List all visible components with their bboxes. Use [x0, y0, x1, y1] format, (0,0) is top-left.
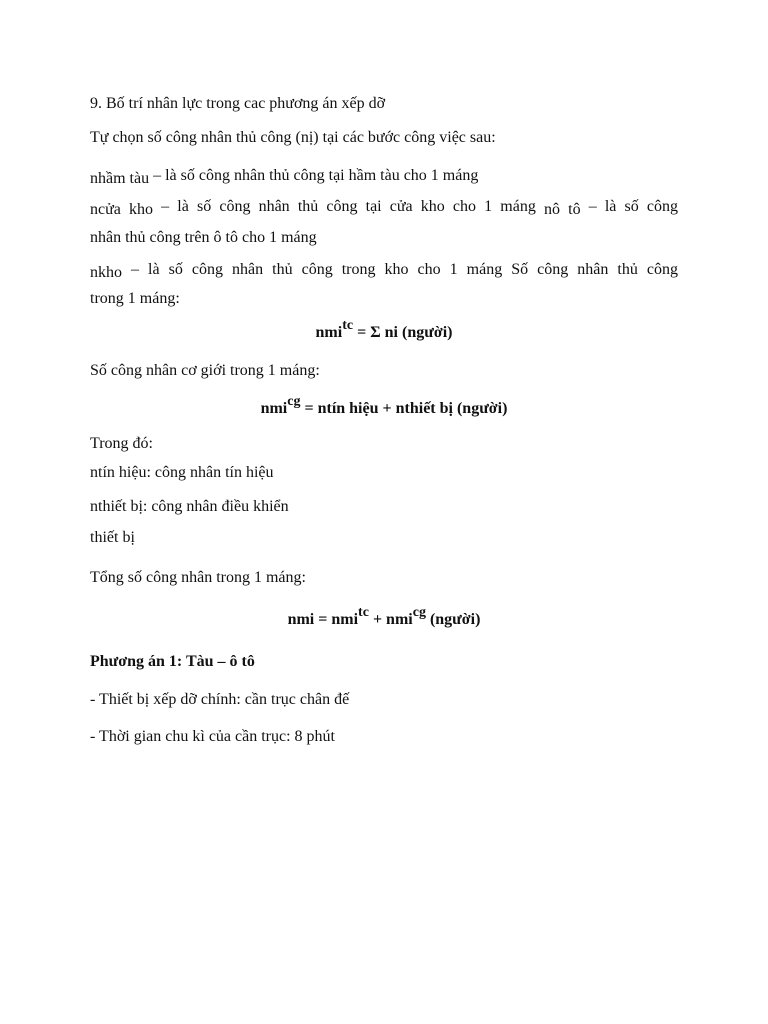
variable-n-ham-tau: nhầm tàu [90, 170, 150, 187]
variable-n-cua-kho: ncửa kho [90, 201, 154, 218]
definition-text: – là số công nhân thủ công trong kho cho 1 máng Số công nhân thủ công [122, 261, 678, 278]
formula-superscript: cg [412, 604, 426, 620]
paragraph-mechanized: Số công nhân cơ giới trong 1 máng: [90, 362, 320, 379]
bullet-cycle-time: - Thời gian chu kì của cần trục: 8 phút [90, 728, 335, 745]
bullet-main-equipment: - Thiết bị xếp dỡ chính: cần trục chân đế [90, 691, 350, 708]
definition-kho [90, 260, 678, 280]
formula-total-workers [0, 604, 768, 630]
formula-manual-workers [0, 317, 768, 343]
plan-heading: Phương án 1: Tàu – ô tô [90, 653, 255, 670]
definition-ham-tau [90, 166, 678, 186]
paragraph-trong-do: Trong đó: [90, 435, 153, 452]
definition-tin-hieu: ntín hiệu: công nhân tín hiệu [90, 464, 274, 481]
definition-thiet-bi: nthiết bị: công nhân điều khiển [90, 498, 289, 515]
formula-rest: = ntín hiệu + nthiết bị (người) [300, 400, 508, 417]
definition-text: – là số công nhân thủ công tại cửa kho cho 1 máng [153, 198, 536, 215]
formula-mechanized-workers [0, 393, 768, 419]
variable-n-o-to: nô tô [535, 201, 581, 218]
variable-n-kho: nkho [90, 264, 122, 281]
formula-superscript: tc [358, 604, 369, 620]
formula-part: nmi [331, 611, 359, 628]
definition-thiet-bi-cont: thiết bị [90, 529, 135, 546]
intro-paragraph: Tự chọn số công nhân thủ công (nị) tại các bước công việc sau: [90, 129, 496, 146]
definition-cua-kho [90, 197, 678, 217]
formula-part: nmi = [287, 611, 332, 628]
paragraph-trong-mang: trong 1 máng: [90, 290, 180, 307]
formula-part: + nmi [368, 611, 413, 628]
formula-rest: = Σ ni (người) [353, 324, 453, 341]
formula-superscript: cg [287, 393, 301, 409]
definition-text: – là số công [580, 198, 679, 215]
formula-base: nmi [315, 324, 343, 341]
definition-text: – là số công nhân thủ công tại hầm tàu cho 1 máng [149, 167, 479, 184]
section-heading: 9. Bố trí nhân lực trong cac phương án xếp dỡ [90, 95, 386, 112]
definition-o-to-cont: nhân thủ công trên ô tô cho 1 máng [90, 229, 317, 246]
formula-superscript: tc [342, 317, 354, 333]
paragraph-total: Tổng số công nhân trong 1 máng: [90, 569, 306, 586]
formula-part: (người) [425, 611, 481, 628]
formula-base: nmi [260, 400, 288, 417]
